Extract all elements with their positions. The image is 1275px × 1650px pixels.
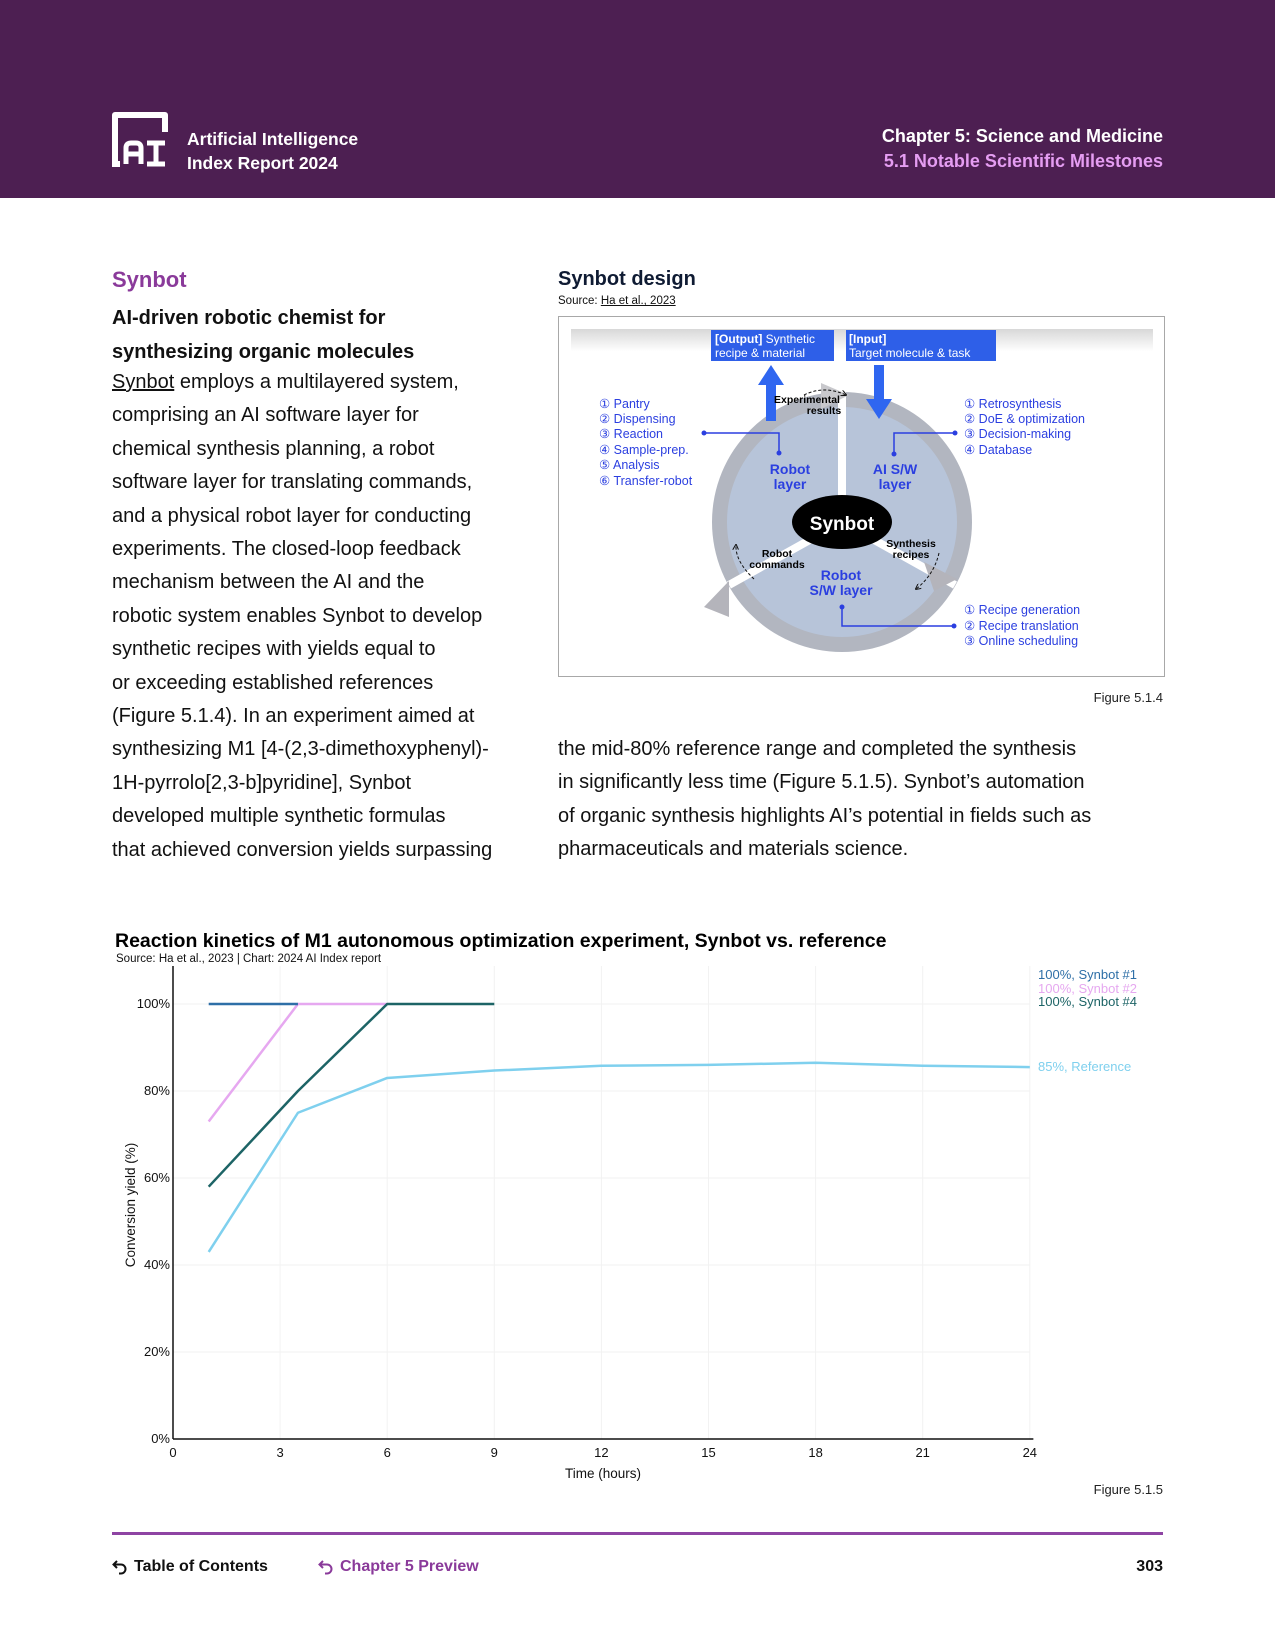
svg-text:③ Reaction: ③ Reaction xyxy=(599,427,664,441)
chapter-heading xyxy=(882,124,1163,174)
y-tick-label: 100% xyxy=(136,996,170,1011)
input-box: [Input] xyxy=(849,332,887,346)
y-tick-label: 20% xyxy=(143,1344,170,1359)
y-axis-label: Conversion yield (%) xyxy=(123,1142,138,1268)
x-tick-label: 12 xyxy=(594,1445,609,1460)
body-line: pharmaceuticals and materials science. xyxy=(558,838,909,861)
body-line: software layer for translating commands, xyxy=(112,471,473,494)
svg-text:③ Online scheduling: ③ Online scheduling xyxy=(964,634,1079,648)
x-tick-label: 15 xyxy=(701,1445,716,1460)
chart-grid xyxy=(173,966,1030,1439)
x-axis-label: Time (hours) xyxy=(564,1466,642,1481)
x-tick-label: 18 xyxy=(808,1445,823,1460)
x-tick-label: 24 xyxy=(1022,1445,1038,1460)
figure-caption-5-1-4: Figure 5.1.4 xyxy=(1093,690,1163,705)
svg-text:② DoE & optimization: ② DoE & optimization xyxy=(964,412,1085,426)
x-tick-label: 6 xyxy=(383,1445,391,1460)
svg-text:Robot: Robot xyxy=(761,548,793,560)
section-title: Synbot xyxy=(112,267,187,292)
svg-text:Target molecule & task: Target molecule & task xyxy=(849,346,971,360)
chart-axes xyxy=(137,966,1037,1460)
diagram-canvas xyxy=(559,317,1166,678)
series-line-reference xyxy=(209,1063,1030,1252)
svg-text:layer: layer xyxy=(773,476,807,492)
svg-text:commands: commands xyxy=(749,559,805,571)
body-line: and a physical robot layer for conducting xyxy=(112,504,472,527)
body-text-right xyxy=(558,733,1168,867)
figure-source: Source: Ha et al., 2023 xyxy=(558,295,676,307)
svg-text:③ Decision-making: ③ Decision-making xyxy=(964,427,1072,441)
svg-text:Robot: Robot xyxy=(820,567,862,583)
body-line: (Figure 5.1.4). In an experiment aimed at xyxy=(112,705,475,728)
svg-text:④ Database: ④ Database xyxy=(964,443,1033,457)
figure-title-synbot-design: Synbot design xyxy=(558,268,696,290)
body-line: synthetic recipes with yields equal to xyxy=(112,638,436,661)
return-arrow-icon xyxy=(112,1559,128,1575)
series-line-synbot-4 xyxy=(209,1004,495,1187)
svg-text:① Retrosynthesis: ① Retrosynthesis xyxy=(964,397,1062,411)
page-number: 303 xyxy=(1136,1558,1163,1575)
y-tick-label: 80% xyxy=(143,1083,170,1098)
series-line-synbot-2 xyxy=(209,1004,388,1121)
svg-text:① Pantry: ① Pantry xyxy=(599,397,650,411)
body-line: in significantly less time (Figure 5.1.5). Synbot’s automation xyxy=(558,771,1085,794)
body-line: that achieved conversion yields surpassing xyxy=(112,838,493,861)
svg-text:S/W layer: S/W layer xyxy=(809,582,873,598)
svg-text:⑥ Transfer-robot: ⑥ Transfer-robot xyxy=(599,474,693,488)
body-line: chemical synthesis planning, a robot xyxy=(112,437,435,460)
section-subtitle xyxy=(112,302,512,369)
body-line: 1H-pyrrolo[2,3-b]pyridine], Synbot xyxy=(112,771,412,794)
y-tick-label: 60% xyxy=(143,1170,170,1185)
svg-text:⑤ Analysis: ⑤ Analysis xyxy=(599,458,660,472)
series-end-label: 100%, Synbot #1 xyxy=(1038,967,1138,982)
page-header xyxy=(0,0,1275,198)
body-line: the mid-80% reference range and completed the synthesis xyxy=(558,738,1077,760)
x-tick-label: 21 xyxy=(915,1445,930,1460)
brand-line-2: Index Report 2024 xyxy=(187,153,338,173)
svg-text:recipe & material: recipe & material xyxy=(715,346,806,360)
brand-line-1: Artificial Intelligence xyxy=(187,129,359,149)
chart-end-labels xyxy=(1038,967,1137,1074)
synbot-design-diagram xyxy=(558,316,1165,677)
footer-divider xyxy=(112,1532,1163,1535)
svg-text:AI S/W: AI S/W xyxy=(872,461,918,477)
figure-caption-5-1-5: Figure 5.1.5 xyxy=(1093,1482,1163,1497)
body-line: comprising an AI software layer for xyxy=(112,404,419,427)
table-of-contents-link[interactable]: Table of Contents xyxy=(112,1558,268,1576)
svg-text:layer: layer xyxy=(878,476,912,492)
series-end-label: 85%, Reference xyxy=(1038,1059,1132,1074)
svg-text:Synbot: Synbot xyxy=(809,514,875,535)
return-arrow-icon xyxy=(318,1559,334,1575)
report-brand xyxy=(187,127,358,175)
synbot-link[interactable]: Synbot xyxy=(112,371,175,393)
svg-text:Experimental: Experimental xyxy=(774,394,840,406)
chart-series xyxy=(209,1004,1030,1252)
body-line: synthesizing M1 [4-(2,3-dimethoxyphenyl)- xyxy=(112,738,489,761)
body-line: Synbot employs a multilayered system, xyxy=(112,371,459,393)
svg-text:recipes: recipes xyxy=(892,549,930,561)
subtitle-line-2: synthesizing organic molecules xyxy=(112,340,415,363)
body-line: mechanism between the AI and the xyxy=(112,571,425,594)
svg-text:② Recipe translation: ② Recipe translation xyxy=(964,619,1079,633)
svg-text:Synthesis: Synthesis xyxy=(886,538,936,550)
body-line: experiments. The closed-loop feedback xyxy=(112,538,461,561)
series-end-label: 100%, Synbot #2 xyxy=(1038,981,1138,996)
x-tick-label: 3 xyxy=(276,1445,284,1460)
chapter-title: Chapter 5: Science and Medicine xyxy=(881,126,1163,146)
chart-title: Reaction kinetics of M1 autonomous optimization experiment, Synbot vs. reference xyxy=(115,930,887,952)
subtitle-line-1: AI-driven robotic chemist for xyxy=(112,307,386,329)
x-tick-label: 9 xyxy=(490,1445,498,1460)
chapter-preview-link[interactable]: Chapter 5 Preview xyxy=(318,1558,479,1576)
chart-source: Source: Ha et al., 2023 | Chart: 2024 AI Index report xyxy=(116,953,382,965)
ai-index-logo-icon xyxy=(112,112,168,167)
output-box: [Output] Synthetic xyxy=(715,332,816,346)
body-text-left xyxy=(112,366,512,867)
body-line: of organic synthesis highlights AI’s potential in fields such as xyxy=(558,804,1092,827)
body-line: developed multiple synthetic formulas xyxy=(112,805,446,828)
y-tick-label: 40% xyxy=(143,1257,170,1272)
x-tick-label: 0 xyxy=(169,1445,177,1460)
svg-text:Robot: Robot xyxy=(769,461,811,477)
svg-text:② Dispensing: ② Dispensing xyxy=(599,412,676,426)
svg-text:④ Sample-prep.: ④ Sample-prep. xyxy=(599,443,689,457)
svg-text:① Recipe generation: ① Recipe generation xyxy=(964,603,1081,617)
y-tick-label: 0% xyxy=(151,1431,170,1446)
svg-text:results: results xyxy=(806,405,842,417)
source-link[interactable]: Ha et al., 2023 xyxy=(600,295,676,307)
section-title-header: 5.1 Notable Scientific Milestones xyxy=(883,151,1163,171)
robot-sw-layer-list xyxy=(964,603,1080,648)
body-line: or exceeding established references xyxy=(112,671,434,694)
series-end-label: 100%, Synbot #4 xyxy=(1038,994,1138,1009)
body-line: robotic system enables Synbot to develop xyxy=(112,604,483,627)
